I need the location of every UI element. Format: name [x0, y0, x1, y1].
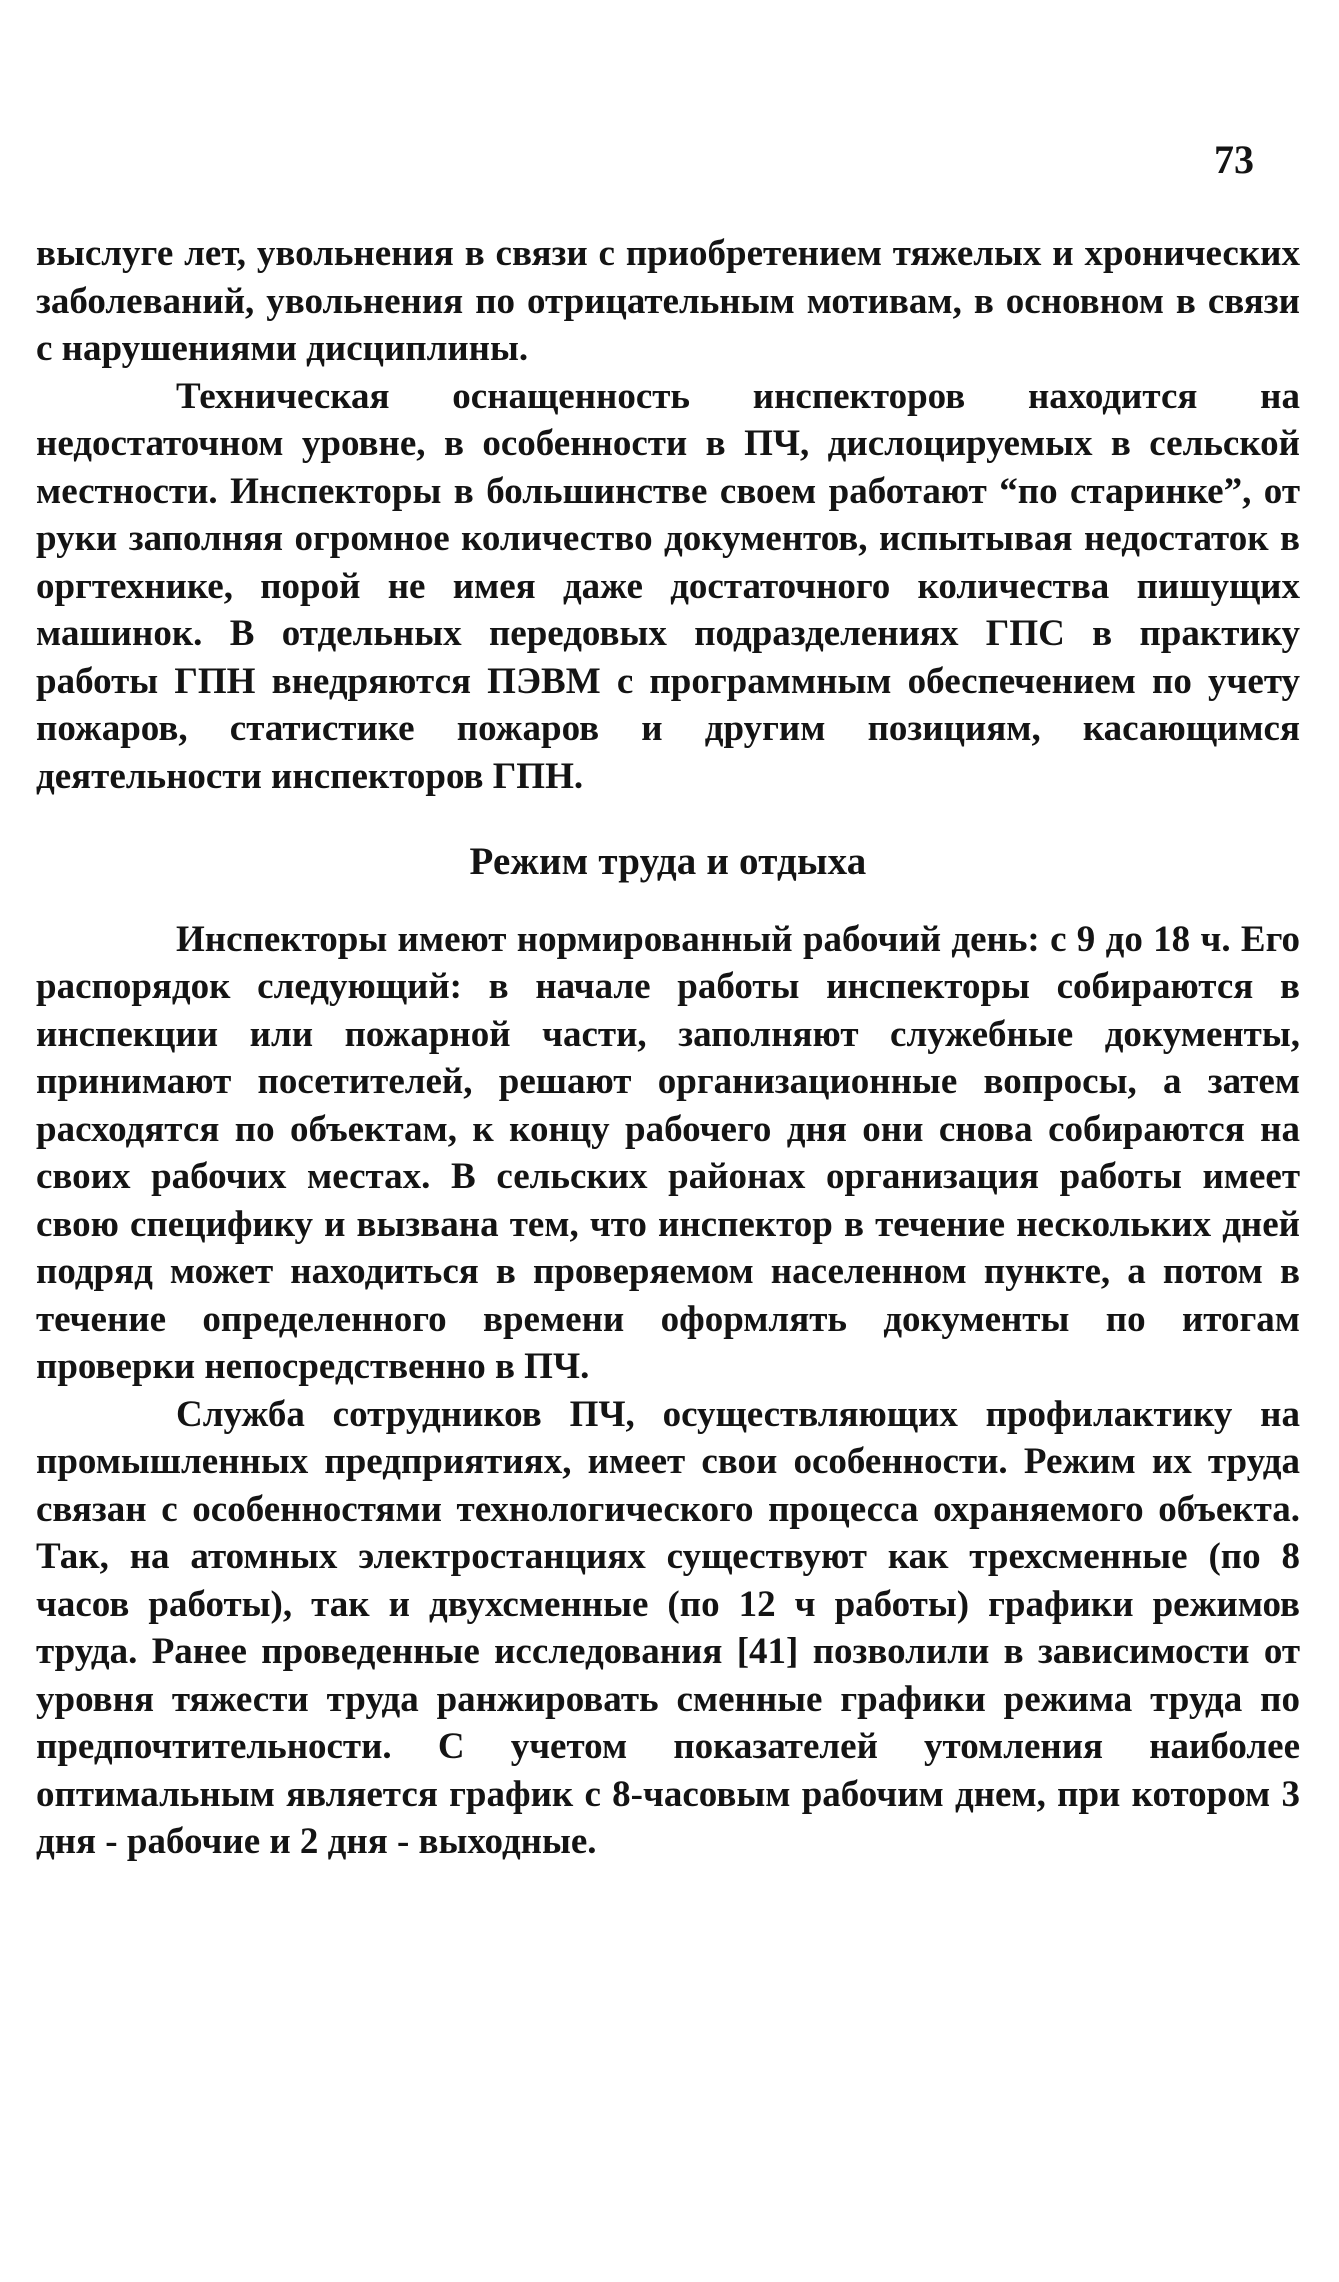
page-number: 73 — [1214, 137, 1254, 182]
page-text — [36, 230, 1300, 1866]
paragraph-working-hours: Инспекторы имеют нормированный рабочий день: с 9 до 18 ч. Его распорядок следующий: в начале работы инспекторы собираются в инспекции или пожарной части, заполняют служебные документы, принимают посетителей, решают организационные вопросы, а затем расходятся по объектам, к концу рабочего дня они снова собираются на своих рабочих местах. В сельских районах организация работы имеет свою специфику и вызвана тем, что инспектор в течение нескольких дней подряд может находиться в проверяемом населенном пункте, а потом в течение определенного времени оформлять документы по итогам проверки непосредственно в ПЧ. — [36, 918, 1300, 1387]
paragraph-technical-equipment: Техническая оснащенность инспекторов находится на недостаточном уровне, в особенности в ПЧ, дислоцируемых в сельской местности. Инспекторы в большинстве своем работают “по старинке”, от руки заполняя огромное количество документов, испытывая недостаток в оргтехнике, порой не имея даже достаточного количества пишущих машинок. В отдельных передовых подразделениях ГПС в практику работы ГПН внедряются ПЭВМ с программным обеспечением по учету пожаров, статистике пожаров и другим позициям, касающимся деятельности инспекторов ГПН. — [36, 375, 1300, 797]
paragraph-industrial-service: Служба сотрудников ПЧ, осуществляющих профилактику на промышленных предприятиях, имеет свои особенности. Режим их труда связан с особенностями технологического процесса охраняемого объекта. Так, на атомных электростанциях существуют как трехсменные (по 8 часов работы), так и двухсменные (по 12 ч работы) графики режимов труда. Ранее проведенные исследования [41] позволили в зависимости от уровня тяжести труда ранжировать сменные графики режима труда по предпочтительности. С учетом показателей утомления наиболее оптимальным является график с 8-часовым рабочим днем, при котором 3 дня - рабочие и 2 дня - выходные. — [36, 1393, 1300, 1862]
section-heading: Режим труда и отдыха — [469, 840, 867, 883]
paragraph-continued: выслуге лет, увольнения в связи с приобретением тяжелых и хронических заболеваний, увольнения по отрицательным мотивам, в основном в связи с нарушениями дисциплины. — [36, 233, 1300, 369]
